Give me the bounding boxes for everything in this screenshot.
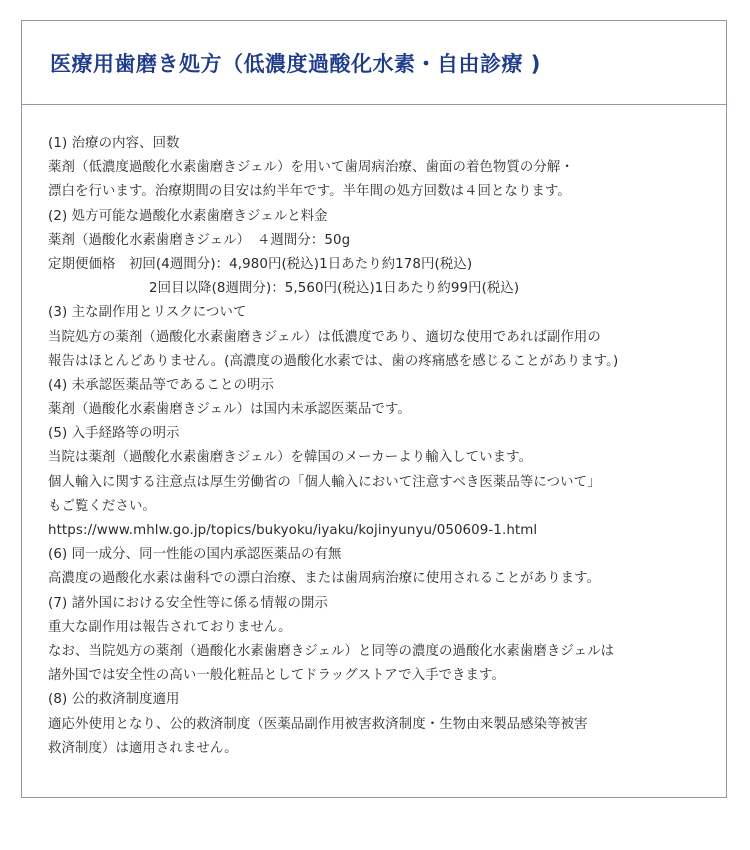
content-body	[22, 105, 726, 761]
mhlw-url: https://www.mhlw.go.jp/topics/bukyoku/iyaku/kojinyunyu/050609-1.html	[48, 523, 538, 538]
section-heading-source: (5) 入手経路等の明示	[48, 426, 180, 442]
text-line: もご覧ください。	[48, 498, 156, 514]
text-line: 高濃度の過酸化水素は歯科での漂白治療、または歯周病治療に使用されることがあります。	[48, 571, 601, 587]
section-heading-treatment: (1) 治療の内容、回数	[48, 136, 180, 151]
prescription-info-box	[21, 20, 727, 798]
text-line: 当院は薬剤（過酸化水素歯磨きジェル）を韓国のメーカーより輸入しています。	[48, 450, 533, 466]
text-line: 薬剤（過酸化水素歯磨きジェル）は国内未承認医薬品です。	[48, 402, 411, 418]
text-line: 個人輸入に関する注意点は厚生労働省の「個人輸入において注意すべき医薬品等について」	[48, 474, 601, 490]
section-heading-pricing: (2) 処方可能な過酸化水素歯磨きジェルと料金	[48, 208, 328, 224]
text-line: 報告はほとんどありません。(高濃度の過酸化水素では、歯の疼痛感を感じることがあります。)	[48, 353, 619, 369]
section-heading-relief: (8) 公的救済制度適用	[48, 692, 180, 708]
section-heading-foreign-safety: (7) 諸外国における安全性等に係る情報の開示	[48, 595, 328, 611]
text-line: 当院処方の薬剤（過酸化水素歯磨きジェル）は低濃度であり、適切な使用であれば副作用の	[48, 329, 601, 345]
text-line: 漂白を行います。治療期間の目安は約半年です。半年間の処方回数は４回となります。	[48, 184, 571, 200]
section-heading-domestic: (6) 同一成分、同一性能の国内承認医薬品の有無	[48, 547, 342, 563]
text-line: 諸外国では安全性の高い一般化粧品としてドラッグストアで入手できます。	[48, 668, 505, 684]
page-title: 医療用歯磨き処方（低濃度過酸化水素・自由診療 )	[50, 51, 541, 76]
section-heading-unapproved: (4) 未承認医薬品等であることの明示	[48, 377, 274, 393]
text-line: 重大な副作用は報告されておりません。	[48, 619, 292, 635]
text-line: なお、当院処方の薬剤（過酸化水素歯磨きジェル）と同等の濃度の過酸化水素歯磨きジェルは	[48, 643, 615, 659]
price-line-first: 定期便価格 初回(4週間分)：4,980円(税込)1日あたり約178円(税込)	[48, 256, 473, 272]
header	[22, 21, 726, 105]
text-line: 適応外使用となり、公的救済制度（医薬品副作用被害救済制度・生物由来製品感染等被害	[48, 716, 588, 732]
section-heading-side-effects: (3) 主な副作用とリスクについて	[48, 305, 247, 321]
text-line: 薬剤（過酸化水素歯磨きジェル） ４週間分：50g	[48, 232, 351, 248]
price-line-repeat: 2回目以降(8週間分)：5,560円(税込)1日あたり約99円(税込)	[149, 281, 520, 297]
text-line: 救済制度）は適用されません。	[48, 740, 238, 756]
text-line: 薬剤（低濃度過酸化水素歯磨きジェル）を用いて歯周病治療、歯面の着色物質の分解・	[48, 160, 574, 176]
